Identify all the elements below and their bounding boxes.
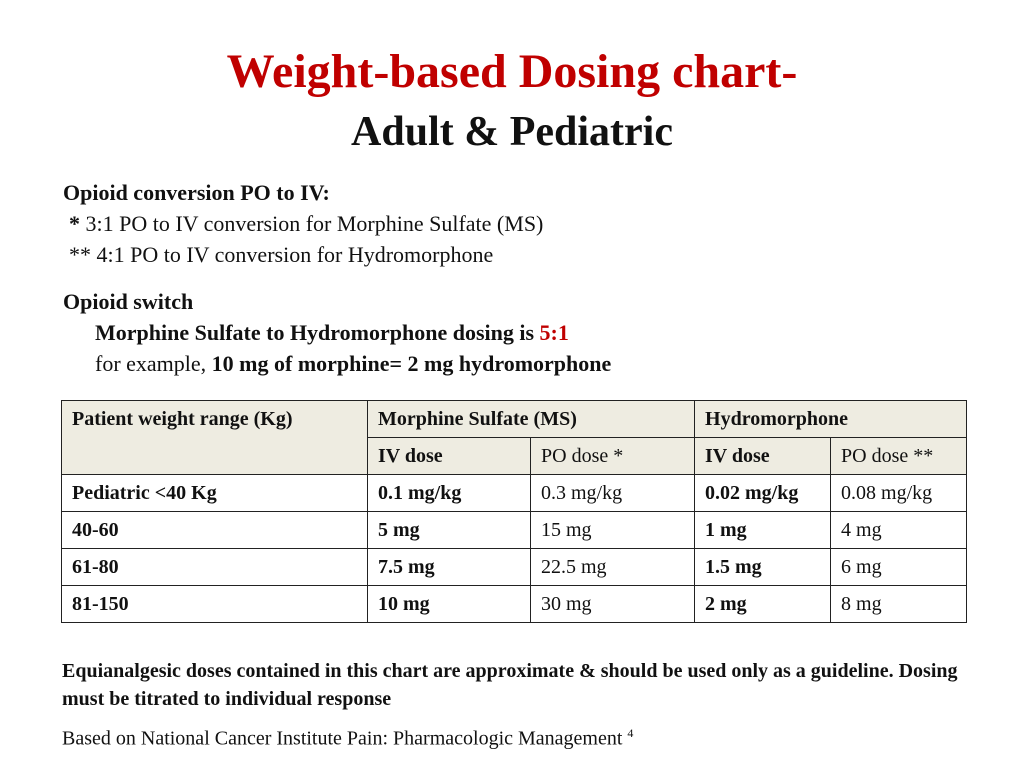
table-row [62, 549, 967, 586]
header-hydromorphone: Hydromorphone [695, 401, 967, 438]
cell-hm-iv: 2 mg [695, 586, 831, 623]
cell-weight: 81-150 [62, 586, 368, 623]
switch-example-line [63, 348, 611, 379]
cell-ms-iv: 10 mg [368, 586, 531, 623]
dosing-table [61, 400, 967, 623]
cell-hm-po: 8 mg [831, 586, 967, 623]
page-title: Weight-based Dosing chart- [226, 45, 798, 98]
cell-ms-iv: 0.1 mg/kg [368, 475, 531, 512]
source-citation [62, 719, 633, 753]
switch-example-prefix: for example, [95, 351, 212, 376]
cell-weight: 40-60 [62, 512, 368, 549]
subheader-ms-iv: IV dose [368, 438, 531, 475]
switch-ratio-value: 5:1 [539, 320, 569, 345]
switch-section [63, 286, 611, 379]
switch-example-bold: 10 mg of morphine= 2 mg hydromorphone [211, 351, 612, 376]
conversion-heading: Opioid conversion PO to IV: [63, 180, 330, 205]
cell-hm-iv: 1 mg [695, 512, 831, 549]
table-header-row [62, 401, 967, 438]
subheader-hm-iv: IV dose [695, 438, 831, 475]
cell-ms-po: 0.3 mg/kg [531, 475, 695, 512]
disclaimer-note: Equianalgesic doses contained in this chart are approximate & should be used only as a guideline. Dosing must be titrated to individual response [62, 660, 958, 710]
cell-weight: Pediatric <40 Kg [62, 475, 368, 512]
cell-ms-iv: 5 mg [368, 512, 531, 549]
page-subtitle: Adult & Pediatric [351, 109, 673, 155]
cell-hm-po: 0.08 mg/kg [831, 475, 967, 512]
conversion-section [63, 177, 543, 270]
switch-ratio-line [63, 317, 611, 348]
header-morphine: Morphine Sulfate (MS) [368, 401, 695, 438]
subheader-hm-po: PO dose ** [831, 438, 967, 475]
table-row [62, 512, 967, 549]
cell-hm-iv: 0.02 mg/kg [695, 475, 831, 512]
conversion-line-morphine-text: 3:1 PO to IV conversion for Morphine Sulfate (MS) [80, 211, 544, 236]
cell-hm-iv: 1.5 mg [695, 549, 831, 586]
cell-weight: 61-80 [62, 549, 368, 586]
cell-ms-po: 22.5 mg [531, 549, 695, 586]
table-row [62, 475, 967, 512]
switch-heading: Opioid switch [63, 289, 194, 314]
reference-number: 4 [627, 726, 634, 740]
header-weight-range: Patient weight range (Kg) [62, 401, 368, 475]
subheader-ms-po: PO dose * [531, 438, 695, 475]
conversion-line-morphine [63, 208, 543, 239]
cell-hm-po: 6 mg [831, 549, 967, 586]
table-row [62, 586, 967, 623]
cell-hm-po: 4 mg [831, 512, 967, 549]
asterisk-marker: * [69, 211, 80, 236]
switch-ratio-prefix: Morphine Sulfate to Hydromorphone dosing is [95, 320, 540, 345]
cell-ms-po: 30 mg [531, 586, 695, 623]
conversion-line-hydromorphone: ** 4:1 PO to IV conversion for Hydromorphone [69, 242, 494, 267]
cell-ms-po: 15 mg [531, 512, 695, 549]
source-text: Based on National Cancer Institute Pain: Pharmacologic Management [62, 727, 628, 750]
cell-ms-iv: 7.5 mg [368, 549, 531, 586]
